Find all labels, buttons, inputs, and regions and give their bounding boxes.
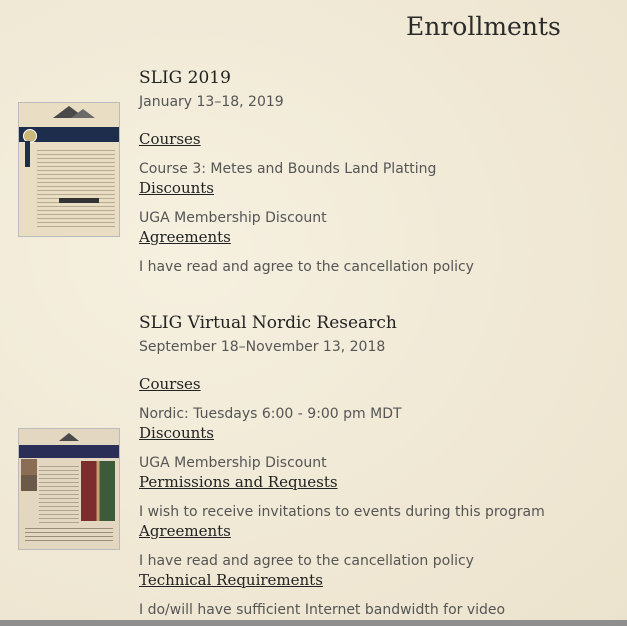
courses-value: Course 3: Metes and Bounds Land Platting <box>139 161 437 177</box>
technical-requirements-value: I do/will have sufficient Internet bandwidth for video <box>139 602 506 618</box>
enrollment-dates: January 13–18, 2019 <box>139 94 284 110</box>
enrollment-nordic-research <box>139 312 545 618</box>
flyer-banner <box>19 445 119 458</box>
instructor-photo <box>21 459 37 475</box>
agreements-value: I have read and agree to the cancellation policy <box>139 553 474 569</box>
mountain-logo-icon <box>71 109 95 118</box>
slig-2019-flyer-image[interactable] <box>18 102 120 237</box>
nordic-research-flyer-image[interactable] <box>18 428 120 550</box>
flyer-date-line <box>59 198 99 203</box>
discounts-value: UGA Membership Discount <box>139 455 327 471</box>
discounts-value: UGA Membership Discount <box>139 210 327 226</box>
instructor-photo <box>21 475 37 491</box>
mountain-logo-icon <box>59 433 79 441</box>
permissions-and-requests-link[interactable]: Permissions and Requests <box>139 473 338 491</box>
discounts-link[interactable]: Discounts <box>139 179 214 197</box>
enrollment-title: SLIG Virtual Nordic Research <box>139 313 397 333</box>
flyer-text-lines <box>39 463 79 523</box>
courses-value: Nordic: Tuesdays 6:00 - 9:00 pm MDT <box>139 406 402 422</box>
costume-photo <box>81 461 115 521</box>
ribbon-icon <box>25 141 30 167</box>
technical-requirements-link[interactable]: Technical Requirements <box>139 571 323 589</box>
enrollment-title: SLIG 2019 <box>139 68 231 88</box>
page-title: Enrollments <box>406 12 561 41</box>
permissions-value: I wish to receive invitations to events during this program <box>139 504 545 520</box>
agreements-link[interactable]: Agreements <box>139 228 231 246</box>
courses-link[interactable]: Courses <box>139 375 201 393</box>
courses-link[interactable]: Courses <box>139 130 201 148</box>
discounts-link[interactable]: Discounts <box>139 424 214 442</box>
flyer-footer-lines <box>25 525 113 543</box>
agreements-link[interactable]: Agreements <box>139 522 231 540</box>
window-bottom-edge <box>0 620 627 626</box>
flyer-text-lines <box>37 147 115 230</box>
enrollment-slig-2019 <box>139 67 474 275</box>
agreements-value: I have read and agree to the cancellation policy <box>139 259 474 275</box>
enrollment-dates: September 18–November 13, 2018 <box>139 339 386 355</box>
